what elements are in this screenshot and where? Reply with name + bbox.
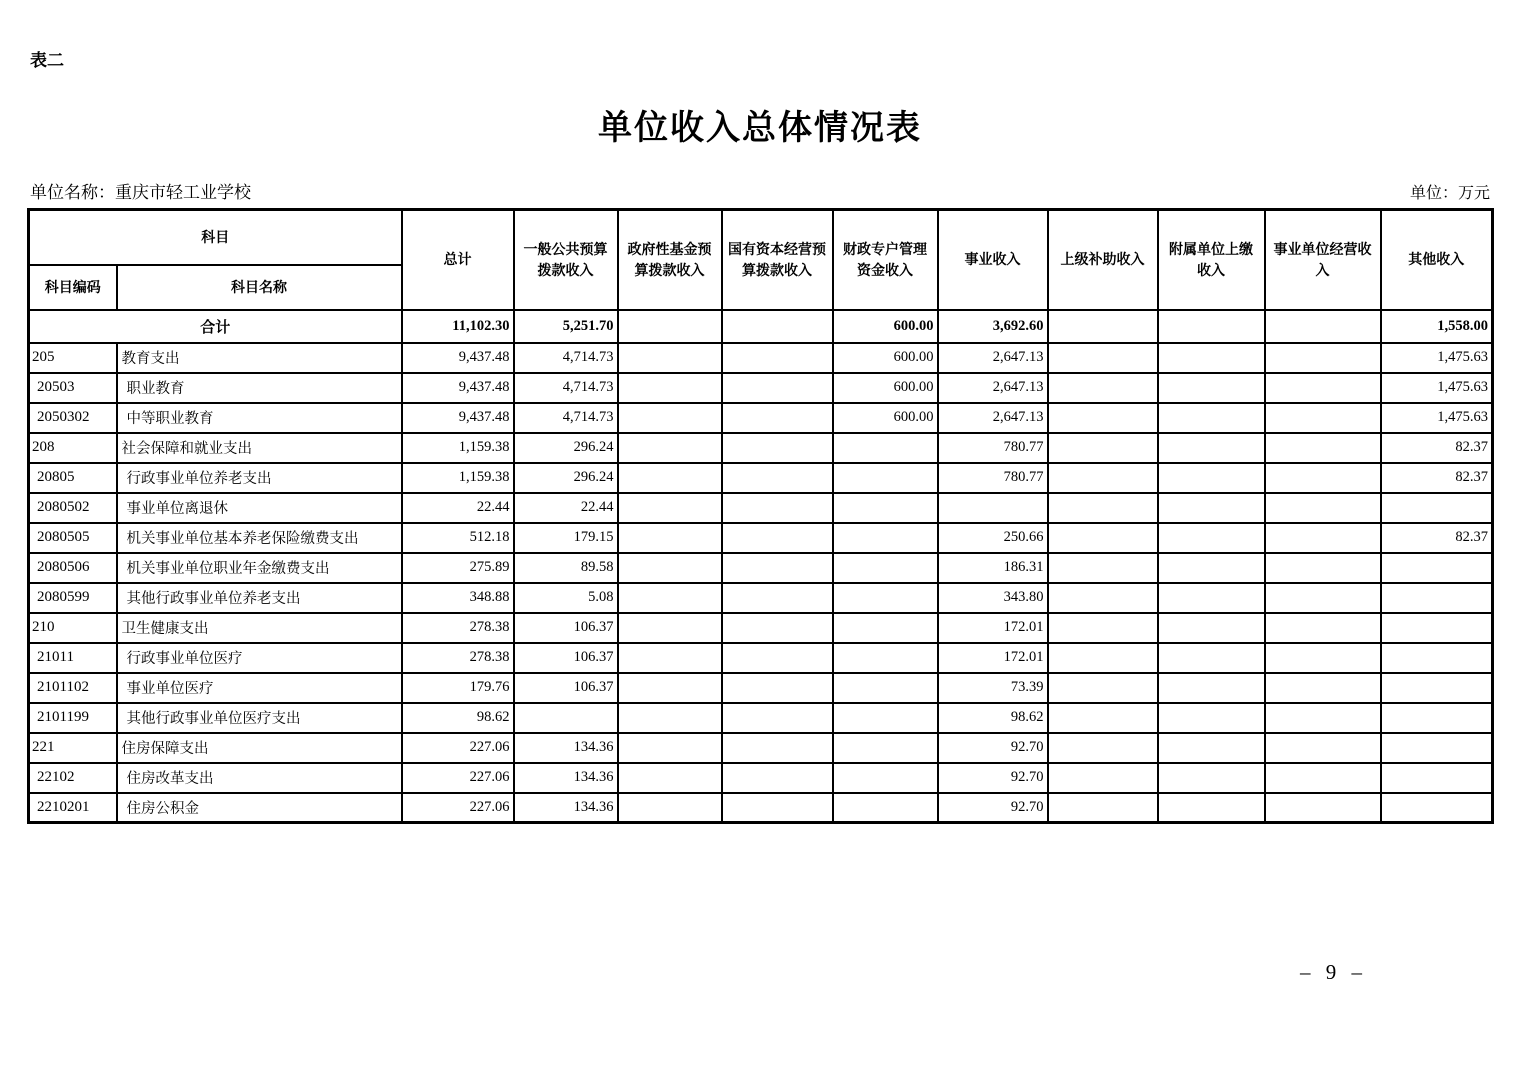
subject-code-cell: 20503: [29, 373, 117, 403]
value-cell: [722, 643, 833, 673]
value-cell: [722, 343, 833, 373]
value-cell: [618, 553, 722, 583]
total-label: 合计: [29, 310, 402, 343]
total-value-cell: 1,558.00: [1381, 310, 1493, 343]
value-cell: 4,714.73: [514, 343, 618, 373]
value-cell: 82.37: [1381, 463, 1493, 493]
value-cell: [1048, 493, 1158, 523]
page-number: – 9 –: [1300, 960, 1362, 984]
subject-name-cell: 住房改革支出: [117, 763, 402, 793]
subject-code-cell: 2080502: [29, 493, 117, 523]
value-cell: [1381, 703, 1493, 733]
total-value-cell: [1265, 310, 1381, 343]
total-value-cell: [618, 310, 722, 343]
value-cell: 82.37: [1381, 433, 1493, 463]
value-cell: 227.06: [402, 763, 514, 793]
subject-code-cell: 2101102: [29, 673, 117, 703]
value-cell: 4,714.73: [514, 403, 618, 433]
value-cell: [833, 523, 938, 553]
value-cell: [1048, 583, 1158, 613]
value-cell: 278.38: [402, 643, 514, 673]
table-row: [29, 553, 1493, 583]
subject-name-cell: 机关事业单位职业年金缴费支出: [117, 553, 402, 583]
total-value-cell: 600.00: [833, 310, 938, 343]
value-cell: 92.70: [938, 763, 1048, 793]
value-cell: [618, 703, 722, 733]
value-cell: [1381, 793, 1493, 823]
value-cell: 2,647.13: [938, 403, 1048, 433]
value-cell: 348.88: [402, 583, 514, 613]
column-header: 财政专户管理资金收入: [833, 210, 938, 310]
value-cell: [1048, 463, 1158, 493]
value-cell: [1265, 703, 1381, 733]
value-cell: 82.37: [1381, 523, 1493, 553]
table-row: [29, 703, 1493, 733]
value-cell: 1,159.38: [402, 463, 514, 493]
subject-code-cell: 2080506: [29, 553, 117, 583]
value-cell: [1158, 463, 1265, 493]
value-cell: [722, 733, 833, 763]
value-cell: 278.38: [402, 613, 514, 643]
subject-code-cell: 2210201: [29, 793, 117, 823]
column-header: 政府性基金预算拨款收入: [618, 210, 722, 310]
value-cell: 92.70: [938, 733, 1048, 763]
value-cell: 227.06: [402, 733, 514, 763]
value-cell: [1265, 793, 1381, 823]
column-header: 其他收入: [1381, 210, 1493, 310]
total-value-cell: 11,102.30: [402, 310, 514, 343]
page-title: 单位收入总体情况表: [598, 110, 922, 147]
value-cell: [722, 583, 833, 613]
value-cell: [1048, 733, 1158, 763]
value-cell: 106.37: [514, 673, 618, 703]
total-value-cell: 5,251.70: [514, 310, 618, 343]
subject-code-cell: 2080505: [29, 523, 117, 553]
value-cell: [618, 733, 722, 763]
value-cell: [833, 583, 938, 613]
value-cell: [1158, 523, 1265, 553]
value-cell: 172.01: [938, 613, 1048, 643]
value-cell: [1158, 583, 1265, 613]
subject-name-cell: 卫生健康支出: [117, 613, 402, 643]
table-row: [29, 793, 1493, 823]
table-row: [29, 373, 1493, 403]
value-cell: 179.76: [402, 673, 514, 703]
value-cell: [833, 643, 938, 673]
subject-code-header: 科目编码: [29, 265, 117, 310]
subject-code-cell: 2080599: [29, 583, 117, 613]
value-cell: [1381, 493, 1493, 523]
value-cell: [618, 613, 722, 643]
value-cell: [1048, 553, 1158, 583]
value-cell: [1265, 643, 1381, 673]
value-cell: [1265, 613, 1381, 643]
value-cell: [833, 553, 938, 583]
value-cell: [1265, 403, 1381, 433]
value-cell: [1265, 673, 1381, 703]
column-header: 上级补助收入: [1048, 210, 1158, 310]
value-cell: [833, 463, 938, 493]
subject-name-cell: 其他行政事业单位医疗支出: [117, 703, 402, 733]
value-cell: [618, 583, 722, 613]
value-cell: 73.39: [938, 673, 1048, 703]
value-cell: 343.80: [938, 583, 1048, 613]
value-cell: 1,159.38: [402, 433, 514, 463]
value-cell: [1048, 343, 1158, 373]
subject-code-cell: 2050302: [29, 403, 117, 433]
value-cell: 4,714.73: [514, 373, 618, 403]
value-cell: [722, 703, 833, 733]
value-cell: [1048, 433, 1158, 463]
value-cell: [1158, 373, 1265, 403]
table-row: [29, 763, 1493, 793]
table-row: [29, 673, 1493, 703]
value-cell: [1048, 373, 1158, 403]
value-cell: 134.36: [514, 793, 618, 823]
value-cell: [1158, 613, 1265, 643]
value-cell: [514, 703, 618, 733]
subject-code-cell: 21011: [29, 643, 117, 673]
value-cell: [1048, 763, 1158, 793]
value-cell: [618, 643, 722, 673]
total-row: [29, 310, 1493, 343]
value-cell: [833, 733, 938, 763]
value-cell: [618, 433, 722, 463]
value-cell: [1048, 643, 1158, 673]
value-cell: [722, 403, 833, 433]
value-cell: [833, 673, 938, 703]
value-cell: [1381, 643, 1493, 673]
value-cell: [833, 433, 938, 463]
value-cell: [1158, 643, 1265, 673]
value-cell: [1265, 583, 1381, 613]
value-cell: [1265, 733, 1381, 763]
value-cell: [722, 493, 833, 523]
value-cell: [1158, 673, 1265, 703]
table-row: [29, 463, 1493, 493]
value-cell: 1,475.63: [1381, 373, 1493, 403]
value-cell: [618, 343, 722, 373]
value-cell: 98.62: [402, 703, 514, 733]
value-cell: [1265, 523, 1381, 553]
value-cell: [1381, 673, 1493, 703]
total-value-cell: [722, 310, 833, 343]
total-value-cell: [1158, 310, 1265, 343]
column-header: 附属单位上缴收入: [1158, 210, 1265, 310]
value-cell: [1381, 583, 1493, 613]
table-row: [29, 343, 1493, 373]
value-cell: [1265, 763, 1381, 793]
table-tag: 表二: [30, 51, 64, 70]
value-cell: [1048, 793, 1158, 823]
table-row: [29, 613, 1493, 643]
value-cell: [618, 463, 722, 493]
subject-code-cell: 208: [29, 433, 117, 463]
value-cell: [722, 793, 833, 823]
value-cell: [1265, 463, 1381, 493]
value-cell: [722, 553, 833, 583]
income-table: [27, 208, 1494, 824]
subject-name-cell: 职业教育: [117, 373, 402, 403]
value-cell: 5.08: [514, 583, 618, 613]
table-row: [29, 403, 1493, 433]
value-cell: 9,437.48: [402, 343, 514, 373]
value-cell: [1048, 613, 1158, 643]
value-cell: [1265, 373, 1381, 403]
column-header: 国有资本经营预算拨款收入: [722, 210, 833, 310]
subject-name-cell: 住房公积金: [117, 793, 402, 823]
value-cell: [1265, 493, 1381, 523]
value-cell: [1048, 673, 1158, 703]
column-header: 事业单位经营收入: [1265, 210, 1381, 310]
value-cell: [1381, 733, 1493, 763]
value-cell: [618, 793, 722, 823]
value-cell: [1158, 763, 1265, 793]
value-cell: [833, 703, 938, 733]
value-cell: [1265, 553, 1381, 583]
value-cell: 296.24: [514, 463, 618, 493]
value-cell: 296.24: [514, 433, 618, 463]
value-cell: [1158, 793, 1265, 823]
value-cell: 1,475.63: [1381, 343, 1493, 373]
subject-name-cell: 行政事业单位医疗: [117, 643, 402, 673]
value-cell: 275.89: [402, 553, 514, 583]
subject-code-cell: 210: [29, 613, 117, 643]
value-cell: 9,437.48: [402, 373, 514, 403]
subject-code-cell: 22102: [29, 763, 117, 793]
table-body: [29, 310, 1493, 823]
value-cell: 1,475.63: [1381, 403, 1493, 433]
value-cell: [1048, 523, 1158, 553]
value-cell: 106.37: [514, 613, 618, 643]
subject-name-cell: 事业单位医疗: [117, 673, 402, 703]
value-cell: [722, 613, 833, 643]
value-cell: 9,437.48: [402, 403, 514, 433]
value-cell: [618, 403, 722, 433]
value-cell: 186.31: [938, 553, 1048, 583]
table-row: [29, 583, 1493, 613]
value-cell: [618, 673, 722, 703]
value-cell: 179.15: [514, 523, 618, 553]
value-cell: [722, 463, 833, 493]
subject-name-cell: 中等职业教育: [117, 403, 402, 433]
value-cell: [722, 373, 833, 403]
value-cell: 227.06: [402, 793, 514, 823]
value-cell: [1158, 553, 1265, 583]
value-cell: [722, 433, 833, 463]
value-cell: [1381, 763, 1493, 793]
value-cell: [722, 763, 833, 793]
value-cell: [722, 673, 833, 703]
unit-name-label: 单位名称：重庆市轻工业学校: [30, 183, 251, 202]
subject-name-cell: 其他行政事业单位养老支出: [117, 583, 402, 613]
subject-name-cell: 社会保障和就业支出: [117, 433, 402, 463]
column-header: 总计: [402, 210, 514, 310]
subject-name-cell: 事业单位离退休: [117, 493, 402, 523]
value-cell: 92.70: [938, 793, 1048, 823]
value-cell: [1158, 493, 1265, 523]
value-cell: [618, 373, 722, 403]
unit-measure-label: 单位：万元: [1409, 185, 1490, 202]
value-cell: [618, 523, 722, 553]
table-header: [29, 210, 1493, 310]
table-row: [29, 643, 1493, 673]
subject-code-cell: 205: [29, 343, 117, 373]
value-cell: [1158, 703, 1265, 733]
table-header-row-top: [29, 210, 1493, 265]
value-cell: [1158, 343, 1265, 373]
value-cell: [1265, 343, 1381, 373]
value-cell: [1048, 703, 1158, 733]
value-cell: [1048, 403, 1158, 433]
value-cell: 22.44: [514, 493, 618, 523]
value-cell: [938, 493, 1048, 523]
value-cell: [1265, 433, 1381, 463]
value-cell: [1158, 403, 1265, 433]
value-cell: 512.18: [402, 523, 514, 553]
subject-header: 科目: [29, 210, 402, 265]
value-cell: [833, 613, 938, 643]
value-cell: 22.44: [402, 493, 514, 523]
value-cell: 134.36: [514, 763, 618, 793]
subject-name-cell: 教育支出: [117, 343, 402, 373]
table-row: [29, 523, 1493, 553]
value-cell: 600.00: [833, 403, 938, 433]
value-cell: [722, 523, 833, 553]
value-cell: 134.36: [514, 733, 618, 763]
value-cell: 250.66: [938, 523, 1048, 553]
value-cell: 106.37: [514, 643, 618, 673]
subject-code-cell: 20805: [29, 463, 117, 493]
value-cell: 172.01: [938, 643, 1048, 673]
column-header: 一般公共预算拨款收入: [514, 210, 618, 310]
value-cell: [1158, 733, 1265, 763]
subject-name-cell: 机关事业单位基本养老保险缴费支出: [117, 523, 402, 553]
table-row: [29, 733, 1493, 763]
subject-name-cell: 行政事业单位养老支出: [117, 463, 402, 493]
value-cell: 2,647.13: [938, 373, 1048, 403]
value-cell: [1381, 613, 1493, 643]
subject-name-cell: 住房保障支出: [117, 733, 402, 763]
subject-name-header: 科目名称: [117, 265, 402, 310]
value-cell: [618, 763, 722, 793]
table-row: [29, 433, 1493, 463]
total-value-cell: [1048, 310, 1158, 343]
value-cell: [618, 493, 722, 523]
total-value-cell: 3,692.60: [938, 310, 1048, 343]
value-cell: [833, 793, 938, 823]
column-header: 事业收入: [938, 210, 1048, 310]
value-cell: 89.58: [514, 553, 618, 583]
value-cell: 600.00: [833, 343, 938, 373]
value-cell: 780.77: [938, 433, 1048, 463]
value-cell: 2,647.13: [938, 343, 1048, 373]
value-cell: [1158, 433, 1265, 463]
value-cell: 98.62: [938, 703, 1048, 733]
meta-row: [30, 178, 1490, 203]
table-row: [29, 493, 1493, 523]
subject-code-cell: 221: [29, 733, 117, 763]
value-cell: [833, 763, 938, 793]
value-cell: [833, 493, 938, 523]
value-cell: 780.77: [938, 463, 1048, 493]
value-cell: 600.00: [833, 373, 938, 403]
value-cell: [1381, 553, 1493, 583]
subject-code-cell: 2101199: [29, 703, 117, 733]
